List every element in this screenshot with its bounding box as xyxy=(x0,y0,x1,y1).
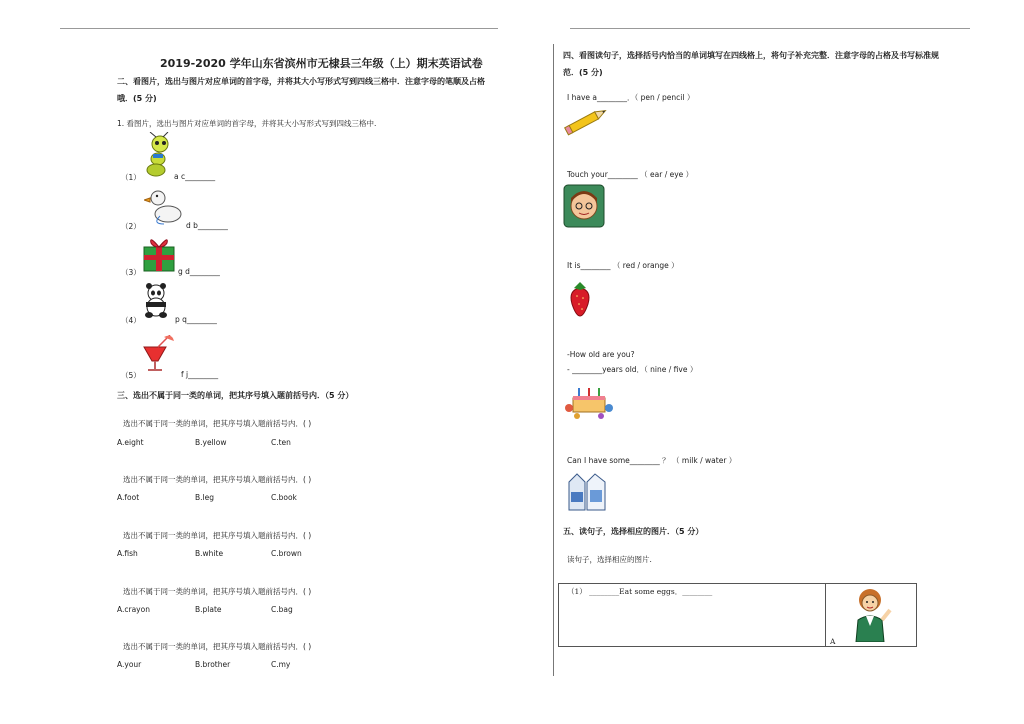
sentence: -How old are you? xyxy=(567,350,635,359)
letter-choice: g d________ xyxy=(178,267,220,276)
item-number: （4） xyxy=(121,316,141,325)
question-prompt: 选出不属于同一类的单词，把其序号填入题前括号内．( ) xyxy=(123,587,312,596)
item-number: （1） xyxy=(121,173,141,182)
option-c: C.bag xyxy=(271,605,293,614)
section5-heading: 五、读句子，选择相应的图片．（5 分） xyxy=(563,527,704,536)
option-a: A.eight xyxy=(117,438,144,447)
section5-instruction: 读句子，选择相应的图片. xyxy=(567,555,652,564)
question-prompt: 选出不属于同一类的单词，把其序号填入题前括号内．( ) xyxy=(123,419,312,428)
sentence-text: （1） ________Eat some eggs．________ xyxy=(567,587,713,596)
pencil-icon xyxy=(562,106,610,136)
option-c: C.ten xyxy=(271,438,291,447)
ant-icon xyxy=(138,132,174,178)
option-b: B.plate xyxy=(195,605,222,614)
question-prompt: 选出不属于同一类的单词，把其序号填入题前括号内．( ) xyxy=(123,642,312,651)
letter-choice: d b________ xyxy=(186,221,228,230)
panda-icon xyxy=(140,282,172,318)
section4-heading: 四、看图读句子，选择括号内恰当的单词填写在四线格上，将句子补充完整．注意字母的占格及书写标准规 范．(5 分) xyxy=(563,51,939,77)
section2-heading: 二、看图片，选出与图片对应单词的首字母，并将其大小写形式写到四线三格中．注意字母的笔顺及占格 哦．(5 分) xyxy=(117,77,485,103)
option-a-label: A xyxy=(830,637,836,646)
duck-icon xyxy=(144,186,184,226)
gift-icon xyxy=(141,235,177,273)
question-prompt: 选出不属于同一类的单词，把其序号填入题前括号内．( ) xyxy=(123,531,312,540)
section3-heading: 三、选出不属于同一类的单词，把其序号填入题前括号内．（5 分） xyxy=(117,391,354,400)
option-c: C.book xyxy=(271,493,297,502)
sentence: - ________years old．（ nine / five ） xyxy=(567,365,698,374)
strawberry-icon xyxy=(568,280,592,318)
question-prompt: 选出不属于同一类的单词，把其序号填入题前括号内．( ) xyxy=(123,475,312,484)
sentence-cell xyxy=(559,584,826,647)
option-c: C.my xyxy=(271,660,291,669)
option-b: B.white xyxy=(195,549,224,558)
page-title: 2019-2020 学年山东省滨州市无棣县三年级（上）期末英语试卷 xyxy=(160,57,483,70)
option-a: A.fish xyxy=(117,549,138,558)
option-c: C.brown xyxy=(271,549,302,558)
sentence: It is________ （ red / orange ） xyxy=(567,261,679,270)
woman-icon xyxy=(848,586,892,642)
item-number: （3） xyxy=(121,268,141,277)
item-number: （5） xyxy=(121,371,141,380)
picture-cell xyxy=(826,584,917,647)
answer-table xyxy=(558,583,917,647)
milk-icon xyxy=(563,470,609,512)
letter-choice: p q________ xyxy=(175,315,217,324)
face-icon xyxy=(563,184,605,228)
top-dashed-line-right xyxy=(570,28,970,29)
option-b: B.leg xyxy=(195,493,214,502)
juice-icon xyxy=(138,335,178,373)
item-number: （2） xyxy=(121,222,141,231)
column-divider xyxy=(553,44,554,676)
sentence: Touch your________ （ ear / eye ） xyxy=(567,170,694,179)
letter-choice: a c________ xyxy=(174,172,216,181)
sentence: Can I have some________ ？ （ milk / water ） xyxy=(567,456,737,465)
section2-instruction: 1. 看图片，选出与图片对应单词的首字母，并将其大小写形式写到四线三格中. xyxy=(117,119,377,128)
letter-choice: f j________ xyxy=(181,370,219,379)
option-a: A.your xyxy=(117,660,142,669)
option-b: B.brother xyxy=(195,660,231,669)
cake-icon xyxy=(565,380,613,420)
option-a: A.foot xyxy=(117,493,140,502)
sentence: I have a________．（ pen / pencil ） xyxy=(567,93,695,102)
option-b: B.yellow xyxy=(195,438,227,447)
top-dashed-line xyxy=(60,28,498,29)
option-a: A.crayon xyxy=(117,605,150,614)
